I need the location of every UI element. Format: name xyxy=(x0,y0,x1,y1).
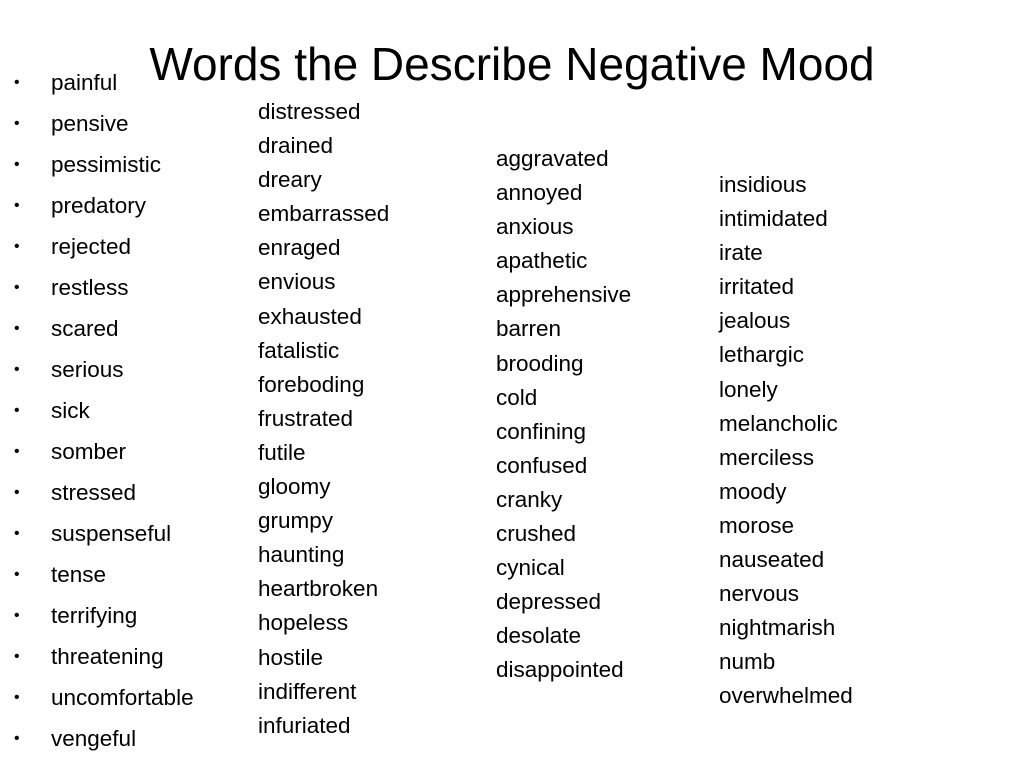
word-item xyxy=(496,449,631,483)
word-text: irate xyxy=(719,240,763,266)
word-item xyxy=(719,543,853,577)
word-text: cranky xyxy=(496,486,563,512)
word-text: depressed xyxy=(496,589,602,615)
word-text: anxious xyxy=(496,214,574,240)
word-item xyxy=(14,269,194,310)
word-text: envious xyxy=(258,269,336,295)
word-text: nauseated xyxy=(719,547,825,573)
word-column-1 xyxy=(14,64,194,761)
bullet-icon: • xyxy=(14,197,20,214)
word-text: frustrated xyxy=(258,405,354,431)
word-item xyxy=(496,312,631,346)
word-text: fatalistic xyxy=(258,337,340,363)
word-item xyxy=(14,433,194,474)
bullet-icon: • xyxy=(14,730,20,747)
word-text: terrifying xyxy=(51,603,138,628)
word-text: lethargic xyxy=(719,342,805,368)
word-text: lonely xyxy=(719,376,778,402)
word-text: rejected xyxy=(51,234,132,259)
word-item xyxy=(496,483,631,517)
word-text: drained xyxy=(258,133,334,159)
bullet-icon: • xyxy=(14,279,20,296)
word-text: confining xyxy=(496,418,587,444)
bullet-icon: • xyxy=(14,238,20,255)
word-item xyxy=(258,265,389,299)
word-text: moody xyxy=(719,478,787,504)
slide-title: Words the Describe Negative Mood xyxy=(149,38,875,90)
word-column-2 xyxy=(258,95,389,743)
word-text: desolate xyxy=(496,623,582,649)
word-item xyxy=(14,515,194,556)
word-text: exhausted xyxy=(258,303,362,329)
word-text: pensive xyxy=(51,111,129,136)
bullet-icon: • xyxy=(14,607,20,624)
word-item xyxy=(258,641,389,675)
word-text: numb xyxy=(719,649,776,675)
word-text: threatening xyxy=(51,644,164,669)
word-text: gloomy xyxy=(258,474,331,500)
word-item xyxy=(719,168,853,202)
word-item xyxy=(496,142,631,176)
word-text: morose xyxy=(719,512,795,538)
word-text: predatory xyxy=(51,193,147,218)
word-text: crushed xyxy=(496,521,577,547)
word-item xyxy=(14,638,194,679)
word-item xyxy=(496,585,631,619)
word-item xyxy=(258,163,389,197)
word-text: sick xyxy=(51,398,90,423)
word-text: futile xyxy=(258,439,306,465)
word-text: nightmarish xyxy=(719,615,836,641)
word-item xyxy=(14,597,194,638)
word-item xyxy=(14,105,194,146)
word-text: irritated xyxy=(719,274,795,300)
word-text: suspenseful xyxy=(51,521,172,546)
word-text: distressed xyxy=(258,99,361,124)
word-text: embarrassed xyxy=(258,201,390,227)
word-item xyxy=(14,187,194,228)
word-text: cynical xyxy=(496,555,565,581)
word-item xyxy=(258,504,389,538)
word-item xyxy=(258,606,389,640)
word-item xyxy=(14,474,194,515)
word-text: foreboding xyxy=(258,371,365,397)
word-text: overwhelmed xyxy=(719,683,853,709)
word-item xyxy=(719,202,853,236)
word-item xyxy=(14,146,194,187)
word-text: apathetic xyxy=(496,248,588,274)
word-item xyxy=(14,720,194,761)
word-item xyxy=(496,551,631,585)
word-item xyxy=(719,577,853,611)
word-item xyxy=(258,470,389,504)
word-item xyxy=(719,304,853,338)
word-item xyxy=(719,270,853,304)
word-item xyxy=(14,228,194,269)
word-item xyxy=(719,441,853,475)
word-column-4 xyxy=(719,168,853,714)
word-text: scared xyxy=(51,316,119,341)
word-item xyxy=(258,402,389,436)
word-item xyxy=(258,334,389,368)
word-text: annoyed xyxy=(496,180,583,206)
word-item xyxy=(258,572,389,606)
word-text: grumpy xyxy=(258,508,334,534)
word-item xyxy=(258,368,389,402)
word-text: vengeful xyxy=(51,726,137,751)
word-item xyxy=(496,653,631,687)
word-item xyxy=(719,338,853,372)
word-text: pessimistic xyxy=(51,152,162,177)
bullet-icon: • xyxy=(14,443,20,460)
word-text: restless xyxy=(51,275,129,300)
word-item xyxy=(496,210,631,244)
word-item xyxy=(258,95,389,129)
word-text: infuriated xyxy=(258,712,351,738)
word-item xyxy=(14,556,194,597)
word-text: nervous xyxy=(719,581,800,607)
bullet-icon: • xyxy=(14,402,20,419)
bullet-icon: • xyxy=(14,689,20,706)
word-item xyxy=(719,236,853,270)
word-item xyxy=(496,517,631,551)
word-item xyxy=(258,231,389,265)
bullet-icon: • xyxy=(14,648,20,665)
word-text: somber xyxy=(51,439,127,464)
word-item xyxy=(719,679,853,713)
word-text: painful xyxy=(51,70,118,95)
word-item xyxy=(258,538,389,572)
word-text: brooding xyxy=(496,350,584,376)
word-item xyxy=(719,645,853,679)
bullet-icon: • xyxy=(14,156,20,173)
word-item xyxy=(719,407,853,441)
word-column-3 xyxy=(496,142,631,688)
word-item xyxy=(719,509,853,543)
word-text: tense xyxy=(51,562,107,587)
bullet-icon: • xyxy=(14,320,20,337)
word-item xyxy=(496,415,631,449)
bullet-icon: • xyxy=(14,525,20,542)
word-text: dreary xyxy=(258,167,322,193)
word-item xyxy=(719,475,853,509)
bullet-icon: • xyxy=(14,566,20,583)
word-item xyxy=(14,679,194,720)
word-text: indifferent xyxy=(258,678,357,704)
word-item xyxy=(258,300,389,334)
word-item xyxy=(496,244,631,278)
word-item xyxy=(496,176,631,210)
word-text: stressed xyxy=(51,480,137,505)
word-text: aggravated xyxy=(496,146,609,171)
word-item xyxy=(719,373,853,407)
word-text: hopeless xyxy=(258,610,349,636)
word-item xyxy=(258,709,389,743)
word-text: disappointed xyxy=(496,657,624,683)
bullet-icon: • xyxy=(14,115,20,132)
word-item xyxy=(14,392,194,433)
word-item xyxy=(719,611,853,645)
word-item xyxy=(14,351,194,392)
word-text: confused xyxy=(496,452,588,478)
word-item xyxy=(496,381,631,415)
word-text: hostile xyxy=(258,644,324,670)
word-text: merciless xyxy=(719,444,815,470)
word-text: apprehensive xyxy=(496,282,632,308)
word-text: insidious xyxy=(719,172,807,197)
word-text: jealous xyxy=(719,308,791,334)
word-item xyxy=(14,310,194,351)
word-text: haunting xyxy=(258,542,345,568)
word-text: uncomfortable xyxy=(51,685,194,710)
word-item xyxy=(258,436,389,470)
word-text: serious xyxy=(51,357,124,382)
word-item xyxy=(258,675,389,709)
word-item xyxy=(496,278,631,312)
bullet-icon: • xyxy=(14,361,20,378)
word-item xyxy=(496,619,631,653)
bullet-icon: • xyxy=(14,484,20,501)
word-text: heartbroken xyxy=(258,576,379,602)
word-text: enraged xyxy=(258,235,341,261)
word-text: cold xyxy=(496,384,538,410)
word-text: barren xyxy=(496,316,562,342)
word-text: melancholic xyxy=(719,410,838,436)
word-item xyxy=(258,197,389,231)
word-item xyxy=(258,129,389,163)
bullet-icon: • xyxy=(14,74,20,91)
word-item xyxy=(496,347,631,381)
word-text: intimidated xyxy=(719,206,828,232)
